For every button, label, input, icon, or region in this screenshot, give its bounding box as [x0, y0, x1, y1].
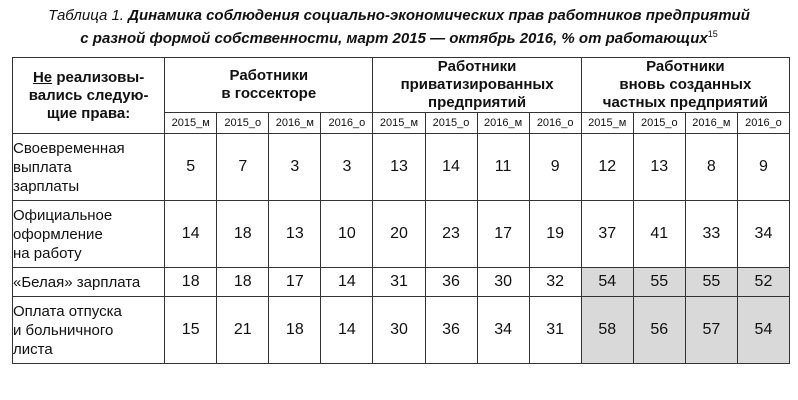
row-label-line: на работу	[13, 244, 82, 262]
group-header-line: частных предприятий	[602, 94, 768, 111]
table-cell: 19	[529, 201, 581, 268]
group-header-line: вновь созданных	[619, 76, 752, 93]
table-cell: 5	[165, 134, 217, 201]
table-cell: 34	[737, 201, 789, 268]
corner-underlined: Не	[32, 68, 53, 86]
table-cell: 32	[529, 268, 581, 297]
table-cell: 7	[217, 134, 269, 201]
caption-title-part-1: Динамика соблюдения социально-экономических прав работников предприятий	[128, 7, 750, 24]
group-header-new-private	[581, 58, 789, 113]
table-cell: 23	[425, 201, 477, 268]
period-header: 2016_о	[321, 113, 373, 134]
table-row	[13, 268, 790, 297]
table-cell: 14	[321, 297, 373, 364]
row-label-line: и больничного	[13, 321, 114, 339]
group-header-line: предприятий	[428, 94, 527, 111]
group-header-line: Работники	[437, 58, 517, 75]
period-header: 2015_о	[633, 113, 685, 134]
table-cell: 18	[269, 297, 321, 364]
caption-title-part-2: с разной формой собственности, март 2015 — октябрь 2016, % от работающих	[80, 30, 708, 47]
table-cell: 17	[269, 268, 321, 297]
table-cell: 41	[633, 201, 685, 268]
table-cell: 21	[217, 297, 269, 364]
table-cell: 8	[685, 134, 737, 201]
table-cell: 17	[477, 201, 529, 268]
table-cell: 9	[737, 134, 789, 201]
period-header: 2015_о	[425, 113, 477, 134]
row-label	[13, 134, 165, 201]
row-label-line: листа	[13, 340, 53, 358]
highlighted-cell: 58	[581, 297, 633, 364]
table-cell: 13	[269, 201, 321, 268]
table-cell: 15	[165, 297, 217, 364]
period-header: 2015_м	[373, 113, 425, 134]
highlighted-cell: 54	[581, 268, 633, 297]
corner-rest: реализовы-	[52, 68, 145, 86]
row-label	[13, 297, 165, 364]
group-header-public	[165, 58, 373, 113]
table-cell: 14	[425, 134, 477, 201]
table-row	[13, 134, 790, 201]
row-label-line: оформление	[13, 225, 103, 243]
period-header: 2015_м	[165, 113, 217, 134]
table-cell: 13	[373, 134, 425, 201]
rights-table	[12, 57, 790, 364]
table-cell: 9	[529, 134, 581, 201]
table-cell: 31	[373, 268, 425, 297]
caption-line-2	[0, 25, 798, 48]
table-cell: 3	[321, 134, 373, 201]
table-cell: 18	[217, 268, 269, 297]
period-header: 2016_м	[685, 113, 737, 134]
caption-prefix: Таблица 1.	[48, 7, 124, 24]
period-header: 2016_о	[529, 113, 581, 134]
table-cell: 18	[165, 268, 217, 297]
highlighted-cell: 56	[633, 297, 685, 364]
highlighted-cell: 55	[633, 268, 685, 297]
table-cell: 14	[165, 201, 217, 268]
period-header: 2016_м	[477, 113, 529, 134]
row-label-line: зарплаты	[13, 177, 80, 195]
group-header-privatized	[373, 58, 581, 113]
table-cell: 30	[477, 268, 529, 297]
row-label-line: Оплата отпуска	[13, 302, 122, 320]
table-cell: 30	[373, 297, 425, 364]
row-label-line: выплата	[13, 158, 72, 176]
table-row	[13, 297, 790, 364]
table-cell: 11	[477, 134, 529, 201]
corner-line-2: вались следую-	[28, 86, 149, 104]
table-cell: 13	[633, 134, 685, 201]
row-label-line: Своевременная	[13, 139, 125, 157]
table-row	[13, 201, 790, 268]
row-label-line: «Белая» зарплата	[13, 273, 141, 291]
caption-line-1	[0, 6, 798, 25]
highlighted-cell: 52	[737, 268, 789, 297]
highlighted-cell: 57	[685, 297, 737, 364]
table-cell: 12	[581, 134, 633, 201]
group-header-line: Работники	[229, 67, 309, 84]
footnote-marker: 15	[707, 29, 718, 39]
corner-header	[13, 58, 165, 134]
table-cell: 31	[529, 297, 581, 364]
table-cell: 37	[581, 201, 633, 268]
row-label	[13, 268, 165, 297]
highlighted-cell: 54	[737, 297, 789, 364]
table-cell: 33	[685, 201, 737, 268]
row-label-line: Официальное	[13, 206, 113, 224]
period-header: 2016_м	[269, 113, 321, 134]
corner-line-3: щие права:	[46, 104, 131, 122]
period-header: 2015_м	[581, 113, 633, 134]
highlighted-cell: 55	[685, 268, 737, 297]
group-header-line: приватизированных	[400, 76, 554, 93]
table-cell: 14	[321, 268, 373, 297]
period-header: 2015_о	[217, 113, 269, 134]
table-cell: 34	[477, 297, 529, 364]
group-header-line: Работники	[646, 58, 725, 75]
table-cell: 10	[321, 201, 373, 268]
table-cell: 36	[425, 297, 477, 364]
group-header-line: в госсекторе	[221, 85, 317, 102]
period-header: 2016_о	[737, 113, 789, 134]
table-cell: 36	[425, 268, 477, 297]
table-cell: 3	[269, 134, 321, 201]
table-cell: 20	[373, 201, 425, 268]
table-caption	[0, 0, 798, 48]
row-label	[13, 201, 165, 268]
table-cell: 18	[217, 201, 269, 268]
